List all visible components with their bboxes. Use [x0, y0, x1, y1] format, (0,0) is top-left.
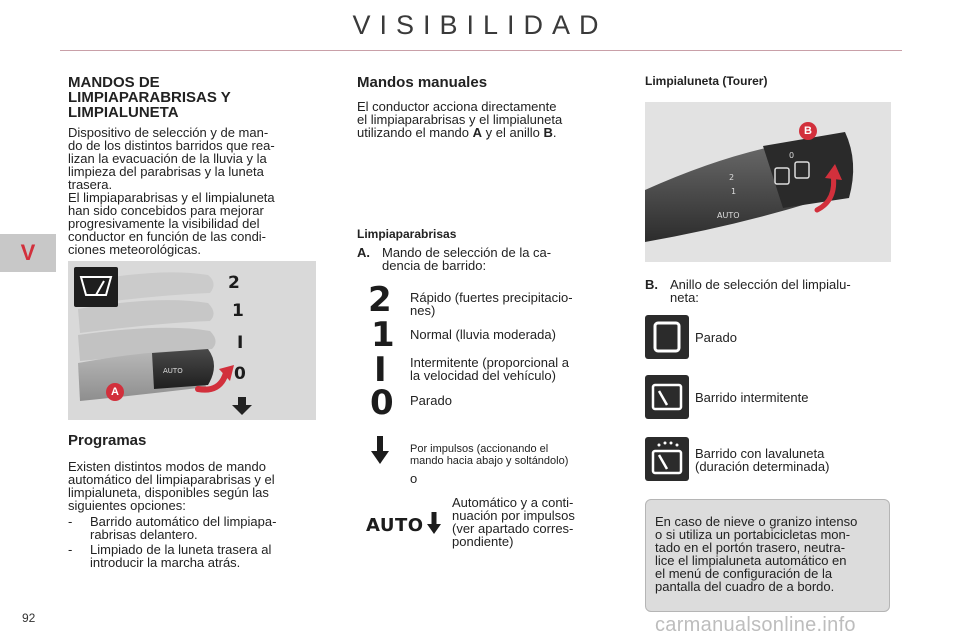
text-line: pantalla del cuadro de a bordo.	[655, 579, 835, 594]
text-line: En caso de nieve o granizo intenso	[655, 514, 858, 529]
programas-paragraph	[68, 460, 316, 512]
text-line: Intermitente (proporcional a	[410, 355, 569, 370]
text-line: Automático y a conti-	[452, 495, 574, 510]
speed-2-glyph: 2	[368, 280, 392, 320]
bullet-text: introducir la marcha atrás.	[90, 555, 241, 570]
text-line: Rápido (fuertes precipitacio-	[410, 290, 573, 305]
svg-text:2: 2	[729, 173, 735, 182]
position-label-0: 0	[234, 364, 246, 384]
text-line: Dispositivo de selección y de man-	[68, 125, 269, 140]
bullet-text: Limpiado de la luneta trasera al	[90, 542, 272, 557]
text-line: lizan la evacuación de la lluvia y la	[68, 151, 267, 166]
mode-item	[410, 356, 603, 382]
windscreen-wiper-subheading: Limpiaparabrisas	[357, 227, 457, 241]
ring-mode-intermittent-label: Barrido intermitente	[695, 390, 809, 405]
text-line: y el anillo	[482, 125, 544, 140]
text-line: tado en el portón trasero, neutra-	[655, 540, 846, 555]
page-number: 92	[22, 611, 36, 625]
text-line: mando hacia abajo y soltándolo)	[410, 455, 569, 467]
off-glyph: 0	[370, 383, 394, 423]
rear-wiper-intermittent-icon	[645, 375, 689, 419]
svg-text:AUTO: AUTO	[163, 367, 183, 375]
rear-wiper-heading: Limpialuneta (Tourer)	[645, 74, 768, 88]
bullet-text: Barrido automático del limpiapa-	[90, 514, 277, 529]
text-line: (duración determinada)	[695, 459, 830, 474]
control-b-label: B.	[645, 277, 658, 292]
text-line: Anillo de selección del limpialu-	[670, 277, 851, 292]
callout-a-badge: A	[106, 383, 124, 401]
mode-item	[410, 328, 603, 341]
text-line: han sido concebidos para mejorar	[68, 203, 264, 218]
text-line: progresivamente la visibilidad del	[68, 216, 260, 231]
text-line: (ver apartado corres-	[452, 521, 574, 536]
text-line: nuación por impulsos	[452, 508, 575, 523]
bullet-dash: -	[68, 514, 73, 529]
second-paragraph	[68, 191, 316, 256]
text-line: .	[552, 125, 557, 140]
main-heading-line-2: LIMPIAPARABRISAS Y	[68, 89, 231, 106]
snow-note-box	[645, 499, 890, 612]
text-line: automático del limpiaparabrisas y el	[68, 472, 275, 487]
text-line: do de los distintos barridos que rea-	[68, 138, 275, 153]
impulse-description	[410, 443, 603, 467]
wiper-stalk-illustration	[68, 261, 316, 420]
text-line: Por impulsos (accionando el	[410, 443, 549, 455]
control-a-label: A.	[357, 245, 370, 260]
text-line: ciones meteorológicas.	[68, 242, 201, 257]
down-arrow-icon	[371, 436, 389, 464]
or-text: o	[410, 471, 418, 486]
text-line: Normal (lluvia moderada)	[410, 327, 556, 342]
text-line: neta:	[670, 290, 699, 305]
text-line: limpialuneta, disponibles según las	[68, 485, 269, 500]
section-tab: V	[0, 234, 56, 272]
text-line: la velocidad del vehículo)	[410, 368, 556, 383]
auto-label: AUTO	[366, 515, 424, 536]
programas-heading: Programas	[68, 432, 147, 449]
mode-item	[410, 291, 603, 317]
text-line: Mando de selección de la ca-	[382, 245, 552, 260]
intro-paragraph	[68, 126, 316, 191]
page-title: VISIBILIDAD	[352, 10, 608, 40]
control-a-description	[357, 246, 603, 272]
position-label-2: 2	[228, 273, 240, 293]
bullet-text: rabrisas delantero.	[90, 527, 198, 542]
rear-wiper-off-icon	[645, 315, 689, 359]
main-heading-line-1: MANDOS DE	[68, 74, 160, 91]
text-line: Barrido con lavaluneta	[695, 446, 825, 461]
text-line: El conductor acciona directamente	[357, 99, 557, 114]
text-line: el menú de configuración de la	[655, 566, 833, 581]
main-heading-line-3: LIMPIALUNETA	[68, 104, 179, 121]
text-line: El limpiaparabrisas y el limpialuneta	[68, 190, 275, 205]
manual-intro-paragraph	[357, 100, 603, 139]
position-label-I: I	[237, 333, 244, 353]
text-line: pondiente)	[452, 534, 514, 549]
auto-description	[452, 496, 603, 548]
list-item	[68, 515, 318, 541]
control-b-description	[645, 278, 891, 304]
bullet-dash: -	[68, 542, 73, 557]
text-line: conductor en función de las condi-	[68, 229, 267, 244]
manual-controls-heading: Mandos manuales	[357, 74, 488, 91]
text-line: siguientes opciones:	[68, 498, 186, 513]
main-heading	[68, 75, 318, 120]
text-line: Existen distintos modos de mando	[68, 459, 266, 474]
ring-mode-washer-label	[695, 447, 885, 473]
position-label-1: 1	[232, 301, 244, 321]
wiper-stalk-figure	[68, 261, 316, 420]
ring-mode-off-label: Parado	[695, 330, 737, 345]
text-line: limpieza del parabrisas y la luneta	[68, 164, 264, 179]
auto-down-arrow-icon	[427, 512, 441, 534]
control-b-ref: B	[543, 125, 553, 140]
callout-b-badge: B	[799, 122, 817, 140]
title-divider	[60, 50, 902, 51]
watermark-text: carmanualsonline.info	[655, 614, 856, 636]
text-line: lice el limpialuneta automático en	[655, 553, 847, 568]
text-line: Parado	[410, 393, 452, 408]
speed-1-glyph: 1	[371, 315, 395, 355]
svg-text:0: 0	[789, 151, 795, 160]
mode-item	[410, 394, 603, 407]
text-line: trasera.	[68, 177, 113, 192]
programas-bullets	[68, 515, 318, 569]
intermittent-glyph: I	[374, 350, 387, 390]
list-item	[68, 543, 318, 569]
svg-text:AUTO: AUTO	[717, 211, 740, 220]
text-line: utilizando el mando	[357, 125, 470, 140]
text-line: o si utiliza un portabicicletas mon-	[655, 527, 851, 542]
control-a-ref: A	[472, 125, 483, 140]
rear-wiper-ring-figure	[645, 102, 891, 262]
text-line: nes)	[410, 303, 436, 318]
svg-text:1: 1	[731, 187, 737, 196]
text-line: el limpiaparabrisas y el limpialuneta	[357, 112, 563, 127]
text-line: dencia de barrido:	[382, 258, 487, 273]
rear-wiper-washer-icon	[645, 437, 689, 481]
rear-wiper-illustration	[645, 102, 891, 262]
